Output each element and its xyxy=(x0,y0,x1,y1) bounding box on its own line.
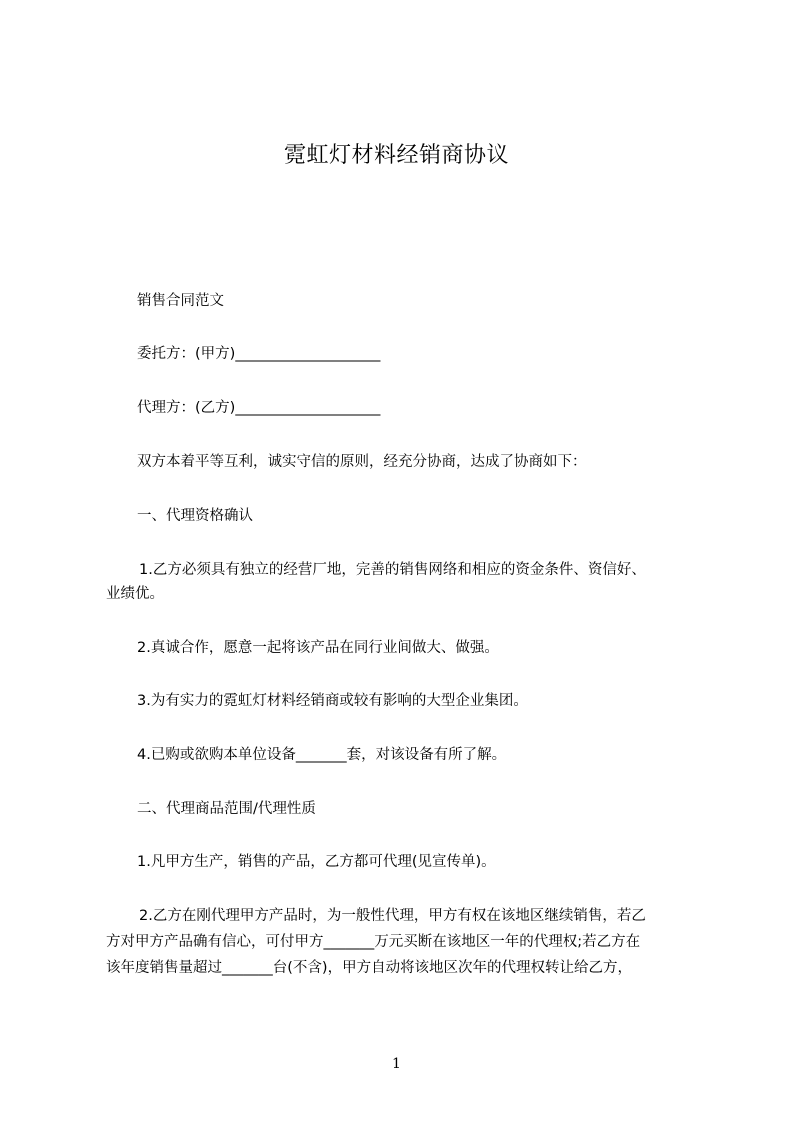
clause-1-1-line-1: 1.乙方必须具有独立的经营厂地，完善的销售网络和相应的资金条件、资信好、 xyxy=(139,562,646,578)
clause-2-1: 1.凡甲方生产，销售的产品，乙方都可代理(见宣传单)。 xyxy=(137,854,496,870)
section-heading-1: 一、代理资格确认 xyxy=(137,508,253,524)
clause-1-3: 3.为有实力的霓虹灯材料经销商或较有影响的大型企业集团。 xyxy=(137,693,528,709)
page-number: 1 xyxy=(392,1056,401,1072)
section-label-sales-contract: 销售合同范文 xyxy=(137,293,224,309)
section-heading-2: 二、代理商品范围/代理性质 xyxy=(137,801,316,817)
clause-1-1-line-2: 业绩优。 xyxy=(106,586,164,602)
party-a-line: 委托方：(甲方)____________________ xyxy=(137,346,381,362)
clause-2-2-line-3: 该年度销售量超过_______台(不含)，甲方自动将该地区次年的代理权转让给乙方， xyxy=(106,960,633,976)
clause-2-2-line-2: 方对甲方产品确有信心，可付甲方_______万元买断在该地区一年的代理权;若乙方在 xyxy=(106,934,641,950)
clause-2-2-line-1: 2.乙方在刚代理甲方产品时，为一般性代理，甲方有权在该地区继续销售，若乙 xyxy=(139,908,646,924)
clause-1-2: 2.真诚合作，愿意一起将该产品在同行业间做大、做强。 xyxy=(137,640,499,656)
party-b-line: 代理方：(乙方)____________________ xyxy=(137,400,381,416)
preamble-paragraph: 双方本着平等互利，诚实守信的原则，经充分协商，达成了协商如下： xyxy=(137,454,587,470)
clause-1-4: 4.已购或欲购本单位设备_______套，对该设备有所了解。 xyxy=(137,747,507,763)
document-title: 霓虹灯材料经销商协议 xyxy=(283,143,509,168)
